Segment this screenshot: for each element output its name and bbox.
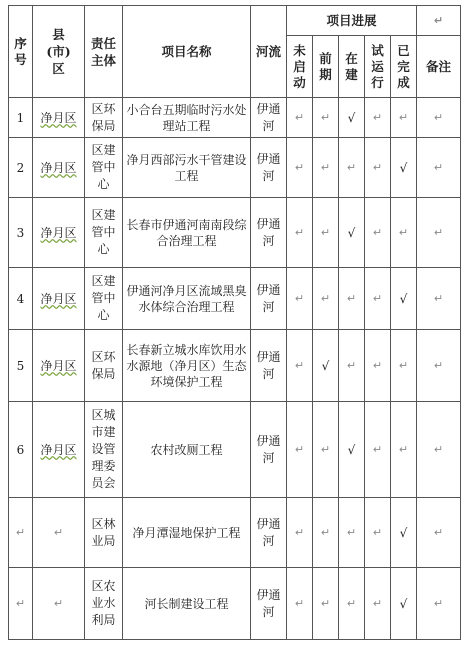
- row-status-0: [287, 268, 313, 330]
- row-owner-text: 区林业局: [91, 516, 116, 548]
- header-county: 县(市)区: [33, 6, 85, 98]
- row-river-text: 伊通河: [256, 282, 281, 314]
- row-river-text: 伊通河: [256, 433, 281, 465]
- row-status-2-text: ↵: [346, 526, 357, 539]
- row-no-text: ↵: [15, 597, 26, 610]
- row-status-1: [313, 198, 339, 268]
- row-project: [123, 498, 251, 568]
- row-project: [123, 268, 251, 330]
- row-status-1-text: ↵: [320, 526, 331, 539]
- row-no-text: 5: [16, 358, 25, 373]
- row-county-text: 净月区: [40, 291, 77, 306]
- row-no-text: 3: [16, 225, 25, 240]
- header-river: 河流: [251, 6, 287, 98]
- row-project-text: 净月潭湿地保护工程: [132, 525, 241, 540]
- row-project-text: 河长制建设工程: [144, 596, 229, 611]
- row-status-0: [287, 330, 313, 402]
- row-river: [251, 198, 287, 268]
- row-status-1: [313, 330, 339, 402]
- row-status-1-text: ↵: [320, 597, 331, 610]
- row-owner: [85, 138, 123, 198]
- row-status-2: [339, 498, 365, 568]
- row-owner-text: 区建管中心: [91, 274, 116, 322]
- header-mark: ↵: [417, 6, 461, 36]
- header-not-started: 未启动: [287, 36, 313, 98]
- row-status-3-text: ↵: [372, 161, 383, 174]
- row-remarks-text: ↵: [433, 226, 444, 239]
- row-remarks: [417, 568, 461, 640]
- row-status-1-text: ↵: [320, 111, 331, 124]
- row-status-1: [313, 568, 339, 640]
- row-no-text: 2: [16, 160, 25, 175]
- row-owner: [85, 330, 123, 402]
- row-no: [9, 198, 33, 268]
- row-no: [9, 402, 33, 498]
- row-status-2: [339, 198, 365, 268]
- row-project-text: 长春新立城水库饮用水水源地（净月区）生态环境保护工程: [126, 342, 247, 389]
- row-remarks-text: ↵: [433, 526, 444, 539]
- row-status-2: [339, 138, 365, 198]
- row-status-0-text: ↵: [294, 292, 305, 305]
- row-county-text: 净月区: [40, 358, 77, 373]
- row-status-2-text: √: [347, 225, 356, 240]
- row-status-2-text: ↵: [346, 597, 357, 610]
- row-no-text: 1: [16, 110, 25, 125]
- row-remarks: [417, 330, 461, 402]
- row-status-1-text: ↵: [320, 292, 331, 305]
- row-status-3-text: ↵: [372, 226, 383, 239]
- row-no: [9, 498, 33, 568]
- row-project: [123, 138, 251, 198]
- row-owner-text: 区城市建设管理委员会: [91, 408, 116, 490]
- project-table: [8, 5, 461, 640]
- row-no: [9, 98, 33, 138]
- row-river: [251, 138, 287, 198]
- row-no-text: ↵: [15, 526, 26, 539]
- header-no: 序号: [9, 6, 33, 98]
- row-status-0: [287, 198, 313, 268]
- row-status-1: [313, 498, 339, 568]
- row-status-3-text: ↵: [372, 597, 383, 610]
- row-status-1-text: √: [321, 358, 330, 373]
- row-owner-text: 区环保局: [91, 349, 116, 381]
- row-status-4-text: ↵: [398, 443, 409, 456]
- row-status-0-text: ↵: [294, 443, 305, 456]
- row-status-4-text: ↵: [398, 226, 409, 239]
- row-status-1: [313, 268, 339, 330]
- row-status-3: [365, 198, 391, 268]
- row-status-4: [391, 138, 417, 198]
- row-remarks-text: ↵: [433, 161, 444, 174]
- row-project: [123, 330, 251, 402]
- row-river-text: 伊通河: [256, 101, 281, 133]
- header-trial: 试运行: [365, 36, 391, 98]
- table-row: [9, 98, 461, 138]
- row-status-2: [339, 402, 365, 498]
- row-county-text: 净月区: [40, 225, 77, 240]
- row-status-3: [365, 330, 391, 402]
- row-status-1-text: ↵: [320, 161, 331, 174]
- row-county-text: ↵: [53, 526, 64, 539]
- row-river-text: 伊通河: [256, 516, 281, 548]
- row-project: [123, 198, 251, 268]
- row-status-4-text: √: [399, 291, 408, 306]
- row-status-2-text: ↵: [346, 292, 357, 305]
- row-status-4-text: √: [399, 160, 408, 175]
- row-status-2-text: √: [347, 110, 356, 125]
- row-river: [251, 98, 287, 138]
- row-status-4-text: ↵: [398, 359, 409, 372]
- row-status-3: [365, 268, 391, 330]
- table-row: [9, 498, 461, 568]
- row-status-4: [391, 98, 417, 138]
- row-status-2: [339, 98, 365, 138]
- row-status-2-text: ↵: [346, 161, 357, 174]
- row-county: [33, 568, 85, 640]
- row-status-2: [339, 268, 365, 330]
- row-county: [33, 330, 85, 402]
- row-remarks-text: ↵: [433, 292, 444, 305]
- row-project-text: 小合台五期临时污水处理站工程: [126, 102, 247, 133]
- header-remarks: 备注: [417, 36, 461, 98]
- row-owner: [85, 268, 123, 330]
- row-river: [251, 568, 287, 640]
- row-owner: [85, 498, 123, 568]
- row-river-text: 伊通河: [256, 216, 281, 248]
- row-status-3: [365, 498, 391, 568]
- row-river-text: 伊通河: [256, 349, 281, 381]
- row-owner: [85, 198, 123, 268]
- row-status-3: [365, 98, 391, 138]
- row-status-3: [365, 568, 391, 640]
- row-status-4-text: ↵: [398, 111, 409, 124]
- row-remarks: [417, 402, 461, 498]
- row-remarks: [417, 498, 461, 568]
- table-row: [9, 402, 461, 498]
- row-status-0-text: ↵: [294, 597, 305, 610]
- row-no-text: 6: [16, 442, 25, 457]
- row-status-2: [339, 568, 365, 640]
- row-status-4: [391, 268, 417, 330]
- row-status-0-text: ↵: [294, 226, 305, 239]
- row-owner-text: 区建管中心: [91, 208, 116, 256]
- row-status-4: [391, 568, 417, 640]
- row-status-2: [339, 330, 365, 402]
- row-status-4-text: √: [399, 525, 408, 540]
- header-project: 项目名称: [123, 6, 251, 98]
- row-county-text: 净月区: [40, 442, 77, 457]
- row-project-text: 长春市伊通河南南段综合治理工程: [126, 217, 247, 248]
- table-row: [9, 198, 461, 268]
- row-no: [9, 138, 33, 198]
- row-river-text: 伊通河: [256, 151, 281, 183]
- row-status-0: [287, 568, 313, 640]
- row-project-text: 净月西部污水干管建设工程: [126, 152, 247, 183]
- row-status-4: [391, 198, 417, 268]
- table-row: [9, 330, 461, 402]
- row-status-0-text: ↵: [294, 161, 305, 174]
- row-owner-text: 区建管中心: [91, 143, 116, 191]
- row-status-3-text: ↵: [372, 111, 383, 124]
- row-status-3: [365, 402, 391, 498]
- row-owner: [85, 98, 123, 138]
- row-river: [251, 268, 287, 330]
- row-owner: [85, 568, 123, 640]
- row-status-3-text: ↵: [372, 526, 383, 539]
- row-status-0: [287, 138, 313, 198]
- row-county-text: 净月区: [40, 160, 77, 175]
- row-status-4-text: √: [399, 596, 408, 611]
- row-status-2-text: √: [347, 442, 356, 457]
- row-river: [251, 498, 287, 568]
- row-project-text: 伊通河净月区流域黑臭水体综合治理工程: [126, 283, 247, 314]
- row-status-0: [287, 498, 313, 568]
- row-project: [123, 98, 251, 138]
- row-county: [33, 498, 85, 568]
- row-status-0: [287, 402, 313, 498]
- row-status-2-text: ↵: [346, 359, 357, 372]
- row-remarks: [417, 268, 461, 330]
- row-status-1-text: ↵: [320, 226, 331, 239]
- row-no-text: 4: [16, 291, 25, 306]
- row-remarks-text: ↵: [433, 597, 444, 610]
- row-status-0: [287, 98, 313, 138]
- header-early: 前期: [313, 36, 339, 98]
- row-remarks-text: ↵: [433, 443, 444, 456]
- row-county: [33, 98, 85, 138]
- row-status-1: [313, 402, 339, 498]
- row-river: [251, 402, 287, 498]
- row-status-3-text: ↵: [372, 292, 383, 305]
- row-status-3: [365, 138, 391, 198]
- row-county: [33, 268, 85, 330]
- row-status-1: [313, 98, 339, 138]
- row-no: [9, 330, 33, 402]
- row-no: [9, 568, 33, 640]
- row-remarks-text: ↵: [433, 111, 444, 124]
- row-project: [123, 402, 251, 498]
- row-county: [33, 402, 85, 498]
- row-county: [33, 198, 85, 268]
- row-status-1: [313, 138, 339, 198]
- row-status-4: [391, 498, 417, 568]
- row-status-3-text: ↵: [372, 359, 383, 372]
- row-status-0-text: ↵: [294, 111, 305, 124]
- row-no: [9, 268, 33, 330]
- header-completed: 已完成: [391, 36, 417, 98]
- table-row: [9, 568, 461, 640]
- row-owner-text: 区环保局: [91, 101, 116, 133]
- table-row: [9, 138, 461, 198]
- row-status-3-text: ↵: [372, 443, 383, 456]
- row-county: [33, 138, 85, 198]
- row-remarks: [417, 198, 461, 268]
- row-remarks-text: ↵: [433, 359, 444, 372]
- row-owner-text: 区农业水利局: [91, 579, 116, 627]
- row-status-4: [391, 330, 417, 402]
- row-river: [251, 330, 287, 402]
- row-county-text: 净月区: [40, 110, 77, 125]
- row-river-text: 伊通河: [256, 587, 281, 619]
- row-status-4: [391, 402, 417, 498]
- row-status-0-text: ↵: [294, 359, 305, 372]
- row-project: [123, 568, 251, 640]
- row-remarks: [417, 138, 461, 198]
- header-owner: 责任主体: [85, 6, 123, 98]
- header-progress: 项目进展: [287, 6, 417, 36]
- row-status-0-text: ↵: [294, 526, 305, 539]
- header-in-progress: 在建: [339, 36, 365, 98]
- row-project-text: 农村改厕工程: [150, 442, 223, 457]
- row-remarks: [417, 98, 461, 138]
- table-row: [9, 268, 461, 330]
- row-county-text: ↵: [53, 597, 64, 610]
- row-status-1-text: ↵: [320, 443, 331, 456]
- row-owner: [85, 402, 123, 498]
